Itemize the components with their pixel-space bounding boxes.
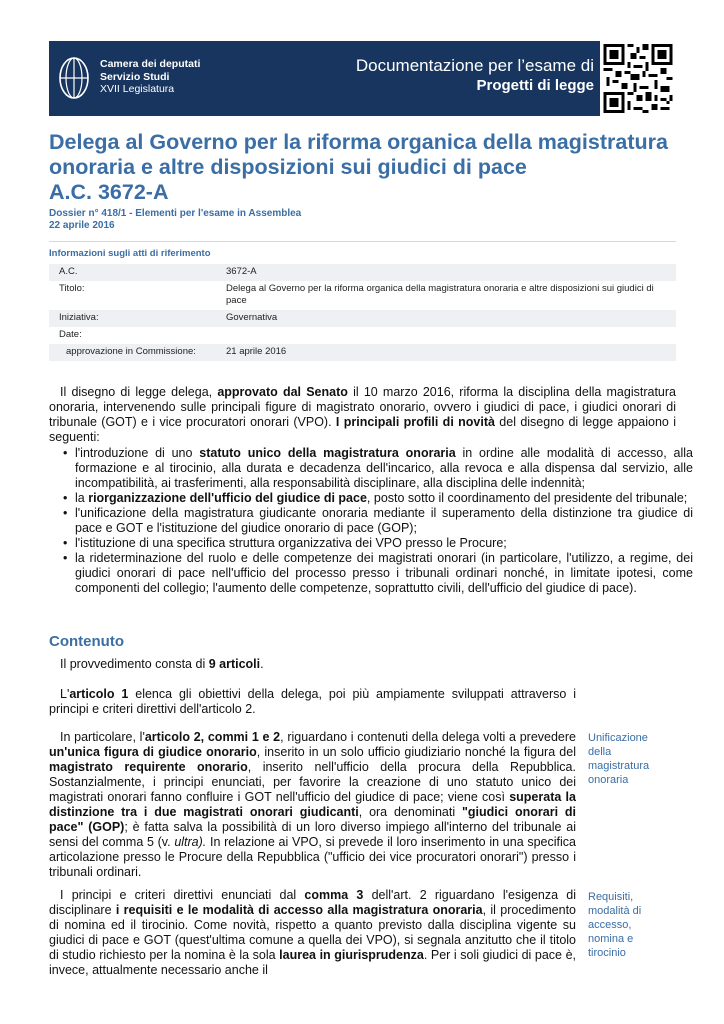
table-row bbox=[49, 281, 676, 310]
paragraph-text: , ora denominati bbox=[358, 805, 462, 819]
table-row bbox=[49, 327, 676, 344]
paragraph-text: elenca gli obiettivi della delega, poi più ampiamente sviluppati attraverso i principi e criteri direttivi dell'articolo 2. bbox=[49, 687, 576, 716]
info-label: Date: bbox=[59, 329, 82, 340]
institution-line1: Camera dei deputati bbox=[100, 58, 201, 70]
intro-text: Il disegno di legge delega, bbox=[60, 385, 218, 399]
intro-text: il 10 marzo 2016, riforma la disciplina della magistratura onoraria, intervenendo sulle principali figure di magistrato onorario, ovvero i giudici di pace, i giudici onorari di tribunale (GOT) e i vice procuratori onorari (VPO). bbox=[49, 385, 676, 429]
sidenote-requisiti bbox=[588, 890, 668, 960]
table-row bbox=[49, 310, 676, 327]
paragraph-bold: articolo 2, commi 1 e 2 bbox=[144, 730, 281, 744]
sidenote-line: magistratura bbox=[588, 760, 650, 772]
paragraph-bold: 9 articoli bbox=[208, 657, 261, 671]
sidenote-line: Requisiti, bbox=[588, 891, 634, 903]
list-item: • l'unificazione della magistratura giudicante onoraria mediante il superamento della distinzione tra giudice di pace e GOT e l'istituzione del giudice onorario di pace (GOP); bbox=[75, 506, 693, 536]
sidenote-line: onoraria bbox=[588, 774, 629, 786]
paragraph-text: L' bbox=[60, 687, 70, 701]
intro-bold: approvato dal Senato bbox=[217, 385, 348, 399]
list-bold: riorganizzazione dell'ufficio del giudice di pace bbox=[88, 491, 367, 505]
list-item bbox=[75, 491, 693, 506]
section-heading: Contenuto bbox=[49, 633, 124, 650]
sidenote-unificazione bbox=[588, 731, 668, 787]
intro-text: del disegno di legge appaiono i seguenti: bbox=[49, 415, 676, 444]
paragraph-bold: magistrato requirente onorario bbox=[49, 760, 248, 774]
list-text: in ordine alle modalità di accesso, alla formazione e al tirocinio, alla durata e decadenza dell'incarico, alla revoca e alla dispensa dal servizio, alle incompatibilità, ai trasferimenti, alla responsabilità disciplinare, alla disciplina delle indennità; bbox=[75, 446, 693, 490]
paragraph bbox=[49, 657, 576, 672]
table-row bbox=[49, 264, 676, 281]
paragraph-text: I principi e criteri direttivi enunciati dal bbox=[60, 888, 305, 902]
paragraph-bold: "giudici onorari di pace" (GOP) bbox=[49, 805, 576, 834]
paragraph-italic: ultra). bbox=[174, 835, 207, 849]
paragraph bbox=[49, 730, 576, 880]
title-line2: onoraria e altre disposizioni sui giudici di pace bbox=[49, 155, 527, 179]
paragraph-bold: superata la distinzione tra i due magistrati onorari giudicanti bbox=[49, 790, 576, 819]
sidenote-line: della bbox=[588, 746, 612, 758]
paragraph-text: . bbox=[260, 657, 264, 671]
dossier-number: Dossier n° 418/1 - Elementi per l'esame in Assemblea bbox=[49, 208, 302, 219]
paragraph-text: In particolare, l' bbox=[60, 730, 145, 744]
info-value: 21 aprile 2016 bbox=[226, 346, 287, 357]
doc-type: Progetti di legge bbox=[476, 77, 594, 94]
title-line3: A.C. 3672-A bbox=[49, 180, 169, 204]
info-table bbox=[49, 264, 676, 361]
list-text: , posto sotto il coordinamento del presidente del tribunale; bbox=[366, 491, 688, 505]
dossier-info bbox=[49, 208, 301, 232]
info-value: Delega al Governo per la riforma organica della magistratura onoraria e altre disposizioni sui giudici di pace bbox=[226, 283, 654, 306]
sidenote-line: Unificazione bbox=[588, 732, 648, 744]
info-label: Iniziativa: bbox=[59, 312, 99, 323]
list-item bbox=[75, 446, 693, 491]
paragraph-bold: laurea in giurisprudenza bbox=[279, 948, 424, 962]
institution-line2: Servizio Studi bbox=[100, 70, 170, 83]
title-line1: Delega al Governo per la riforma organica della magistratura bbox=[49, 130, 668, 154]
sidenote-line: nomina e bbox=[588, 933, 634, 945]
paragraph-text: , il procedimento di nomina ed il tirocinio. Come novità, rispetto a quanto previsto dalla disciplina vigente su giudici di pace e GOT (quest'ultima comune a quella dei VPO), si segnala anzitutto che il titolo di studio richiesto per la nomina è la sola bbox=[49, 903, 576, 962]
header-banner bbox=[49, 41, 676, 116]
paragraph-text: Il provvedimento consta di bbox=[60, 657, 209, 671]
info-label: A.C. bbox=[59, 266, 78, 277]
info-value: 3672-A bbox=[226, 266, 257, 277]
paragraph-text: In relazione ai VPO, si prevede il loro inserimento in una specifica articolazione presso le Procure della Repubblica ("ufficio dei vice procuratori onorari") presso i tribunali ordinari. bbox=[49, 835, 576, 879]
camera-logo-icon bbox=[57, 52, 93, 104]
paragraph-text: , inserito in un solo ufficio giudiziario nonché la figura del bbox=[256, 745, 576, 759]
paragraph-text: dell'art. 2 riguardano l'esigenza di disciplinare bbox=[49, 888, 576, 917]
paragraph-text: . Per i soli giudici di pace è, invece, attualmente necessario anche il bbox=[49, 948, 576, 977]
list-text: l'introduzione di uno bbox=[75, 446, 200, 460]
paragraph-bold: un'unica figura di giudice onorario bbox=[49, 745, 257, 759]
paragraph-bold: i requisiti e le modalità di accesso alla magistratura onoraria bbox=[115, 903, 483, 917]
table-row bbox=[49, 344, 676, 361]
sidenote-line: modalità di bbox=[588, 905, 642, 917]
info-value bbox=[216, 327, 676, 344]
intro-paragraph bbox=[49, 385, 676, 445]
paragraph-text: , riguardano i contenuti della delega volti a prevedere bbox=[280, 730, 576, 744]
document-title bbox=[49, 130, 679, 205]
institution-name bbox=[100, 58, 200, 96]
list-item: • l'istituzione di una specifica struttura organizzativa dei VPO presso le Procure; bbox=[75, 536, 693, 551]
info-heading: Informazioni sugli atti di riferimento bbox=[49, 241, 676, 259]
paragraph-bold: articolo 1 bbox=[69, 687, 129, 701]
qr-code[interactable] bbox=[600, 41, 676, 116]
paragraph-bold: comma 3 bbox=[304, 888, 364, 902]
paragraph bbox=[49, 888, 576, 978]
intro-bold: I principali profili di novità bbox=[335, 415, 495, 429]
paragraph bbox=[49, 687, 576, 717]
novelty-list bbox=[58, 446, 693, 596]
paragraph-text: , inserito nell'ufficio della procura della Repubblica. Sostanzialmente, i principi enunciati, per favorire la creazione di uno statuto unico dei magistrati onorari fanno confluire i GOT nell'ufficio del giudice di pace; viene così bbox=[49, 760, 576, 804]
sidenote-line: accesso, bbox=[588, 919, 632, 931]
info-label: approvazione in Commissione: bbox=[66, 346, 196, 357]
info-label: Titolo: bbox=[59, 283, 85, 294]
list-text: la bbox=[75, 491, 89, 505]
paragraph-text: ; è fatta salva la possibilità di un loro diverso impiego all'interno del tribunale ai sensi del comma 5 (v. bbox=[49, 820, 577, 849]
dossier-date: 22 aprile 2016 bbox=[49, 220, 115, 231]
doc-label: Documentazione per l’esame di bbox=[355, 56, 594, 75]
institution-line3: XVII Legislatura bbox=[100, 83, 175, 95]
info-value: Governativa bbox=[226, 312, 278, 323]
sidenote-line: tirocinio bbox=[588, 947, 626, 959]
list-bold: statuto unico della magistratura onoraria bbox=[199, 446, 456, 460]
list-item: • la rideterminazione del ruolo e delle competenze dei magistrati onorari (in particolare, l'utilizzo, a regime, dei giudici onorari di pace nell'ufficio del processo presso i tribunali ordinari nonché, in limitate ipotesi, come componenti del collegio; l'aumento delle competenze, soprattutto civili, dell'ufficio del giudice di pace). bbox=[75, 551, 693, 596]
qr-code-icon bbox=[600, 41, 676, 116]
